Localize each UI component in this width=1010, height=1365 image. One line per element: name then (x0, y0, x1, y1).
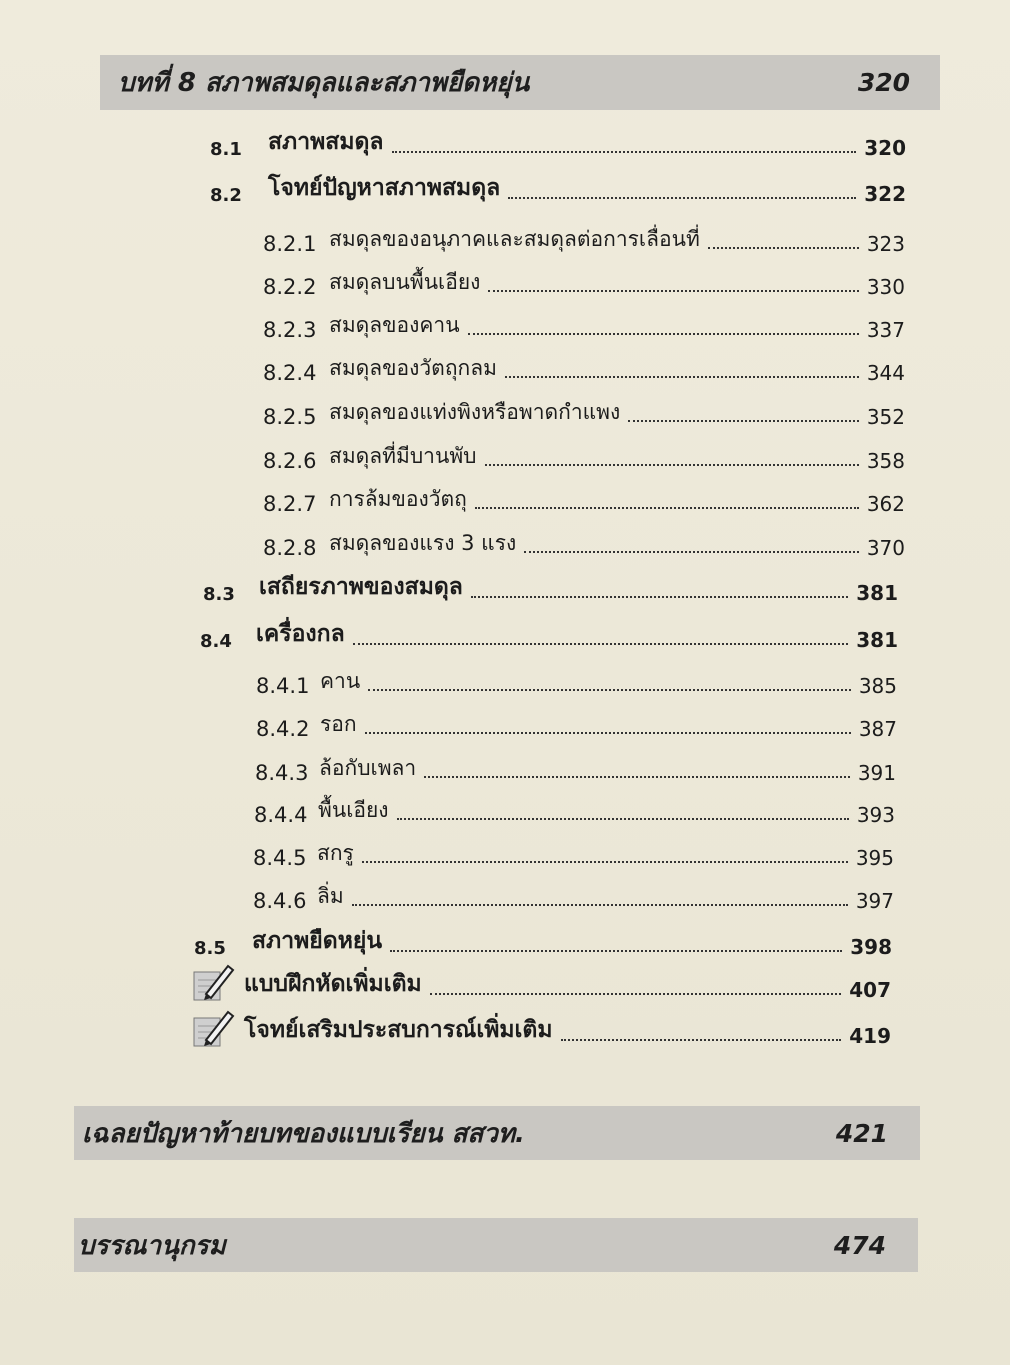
entry-title: การล้มของวัตถุ (329, 487, 467, 511)
dot-leader (628, 419, 859, 422)
bibliography-page: 474 (833, 1230, 886, 1260)
chapter-page: 320 (857, 68, 910, 97)
toc-entry[interactable] (210, 176, 906, 206)
dot-leader (488, 289, 858, 292)
entry-page: 344 (866, 361, 905, 385)
entry-title: คาน (320, 669, 361, 693)
dot-leader (708, 246, 859, 249)
entry-number: 8.4.5 (253, 846, 307, 870)
entry-page: 397 (855, 889, 894, 913)
entry-title: สกรู (317, 841, 354, 865)
toc-entry-extra-problems[interactable] (192, 1006, 891, 1048)
dot-leader (561, 1038, 842, 1041)
toc-subentry[interactable] (254, 797, 895, 827)
bibliography-bar[interactable] (74, 1218, 918, 1272)
entry-title: สมดุลบนพื้นเอียง (329, 270, 481, 294)
toc-entry[interactable] (194, 929, 892, 959)
entry-page: 358 (866, 449, 905, 473)
dot-leader (508, 196, 856, 199)
entry-number: 8.4 (200, 631, 232, 652)
toc-entry[interactable] (203, 575, 898, 605)
entry-number: 8.2.4 (263, 361, 317, 385)
dot-leader (505, 375, 859, 378)
dot-leader (468, 332, 859, 335)
entry-page: 330 (866, 275, 905, 299)
entry-title: ล้อกับเพลา (319, 756, 417, 780)
entry-title: ลิ่ม (317, 884, 344, 908)
entry-title: สมดุลของแท่งพิงหรือพาดกำแพง (329, 400, 621, 424)
entry-number: 8.4.3 (255, 761, 309, 785)
entry-number: 8.5 (194, 938, 226, 959)
toc-subentry[interactable] (263, 269, 905, 299)
entry-number: 8.4.6 (253, 889, 307, 913)
toc-subentry[interactable] (253, 883, 894, 913)
dot-leader (524, 550, 859, 553)
pencil-icon (192, 962, 236, 1002)
answers-section-title: เฉลยปัญหาท้ายบทของแบบเรียน สสวท. (82, 1118, 525, 1149)
dot-leader (352, 903, 848, 906)
entry-title: แบบฝึกหัดเพิ่มเติม (244, 971, 422, 997)
dot-leader (392, 150, 857, 153)
toc-subentry[interactable] (263, 486, 905, 516)
toc-subentry[interactable] (263, 355, 905, 385)
entry-number: 8.1 (210, 139, 242, 160)
entry-title: สมดุลของวัตถุกลม (329, 356, 497, 380)
entry-page: 393 (856, 803, 895, 827)
entry-number: 8.3 (203, 584, 235, 605)
entry-title: สมดุลของคาน (329, 313, 460, 337)
entry-page: 362 (866, 492, 905, 516)
toc-entry[interactable] (210, 130, 906, 160)
entry-page: 407 (849, 978, 891, 1002)
entry-number: 8.2.5 (263, 405, 317, 429)
bibliography-title: บรรณานุกรม (78, 1230, 226, 1261)
dot-leader (368, 688, 851, 691)
entry-page: 322 (864, 182, 906, 206)
toc-subentry[interactable] (256, 711, 897, 741)
entry-number: 8.2.3 (263, 318, 317, 342)
entry-number: 8.2 (210, 185, 242, 206)
dot-leader (485, 463, 859, 466)
entry-page: 352 (866, 405, 905, 429)
pencil-icon (192, 1008, 236, 1048)
toc-subentry[interactable] (263, 530, 905, 560)
toc-subentry[interactable] (263, 226, 905, 256)
entry-page: 419 (849, 1024, 891, 1048)
toc-subentry[interactable] (263, 399, 905, 429)
entry-title: สมดุลของอนุภาคและสมดุลต่อการเลื่อนที่ (329, 227, 700, 251)
dot-leader (362, 860, 848, 863)
entry-number: 8.2.1 (263, 232, 317, 256)
entry-number: 8.2.2 (263, 275, 317, 299)
entry-page: 391 (857, 761, 896, 785)
toc-subentry[interactable] (263, 312, 905, 342)
toc-subentry[interactable] (255, 755, 896, 785)
entry-title: โจทย์ปัญหาสภาพสมดุล (268, 175, 501, 201)
entry-title: พื้นเอียง (318, 798, 389, 822)
entry-page: 395 (855, 846, 894, 870)
chapter-header (100, 55, 940, 110)
entry-page: 387 (858, 717, 897, 741)
entry-number: 8.4.4 (254, 803, 308, 827)
entry-title: สภาพยืดหยุ่น (252, 928, 383, 954)
chapter-title: บทที่ 8 สภาพสมดุลและสภาพยืดหยุ่น (118, 68, 530, 98)
entry-number: 8.2.8 (263, 536, 317, 560)
dot-leader (475, 506, 859, 509)
entry-page: 381 (856, 628, 898, 652)
entry-number: 8.4.2 (256, 717, 310, 741)
entry-page: 370 (866, 536, 905, 560)
answers-section-bar[interactable] (74, 1106, 920, 1160)
toc-entry-exercises[interactable] (192, 960, 891, 1002)
entry-page: 398 (850, 935, 892, 959)
dot-leader (390, 949, 842, 952)
dot-leader (430, 992, 842, 995)
dot-leader (365, 731, 851, 734)
entry-title: สภาพสมดุล (268, 129, 384, 155)
entry-title: รอก (320, 712, 357, 736)
entry-page: 323 (866, 232, 905, 256)
entry-title: เสถียรภาพของสมดุล (259, 574, 463, 600)
entry-title: เครื่องกล (256, 621, 345, 647)
entry-number: 8.4.1 (256, 674, 310, 698)
entry-page: 320 (864, 136, 906, 160)
entry-number: 8.2.7 (263, 492, 317, 516)
dot-leader (471, 595, 848, 598)
toc-subentry[interactable] (253, 840, 894, 870)
dot-leader (353, 642, 849, 645)
entry-page: 385 (858, 674, 897, 698)
dot-leader (397, 817, 849, 820)
dot-leader (424, 775, 850, 778)
toc-subentry[interactable] (256, 668, 897, 698)
toc-entry[interactable] (200, 622, 898, 652)
entry-page: 381 (856, 581, 898, 605)
entry-number: 8.2.6 (263, 449, 317, 473)
entry-title: สมดุลของแรง 3 แรง (329, 531, 517, 555)
toc-subentry[interactable] (263, 443, 905, 473)
entry-title: สมดุลที่มีบานพับ (329, 444, 477, 468)
entry-page: 337 (866, 318, 905, 342)
answers-section-page: 421 (835, 1118, 888, 1148)
entry-title: โจทย์เสริมประสบการณ์เพิ่มเติม (244, 1017, 553, 1043)
